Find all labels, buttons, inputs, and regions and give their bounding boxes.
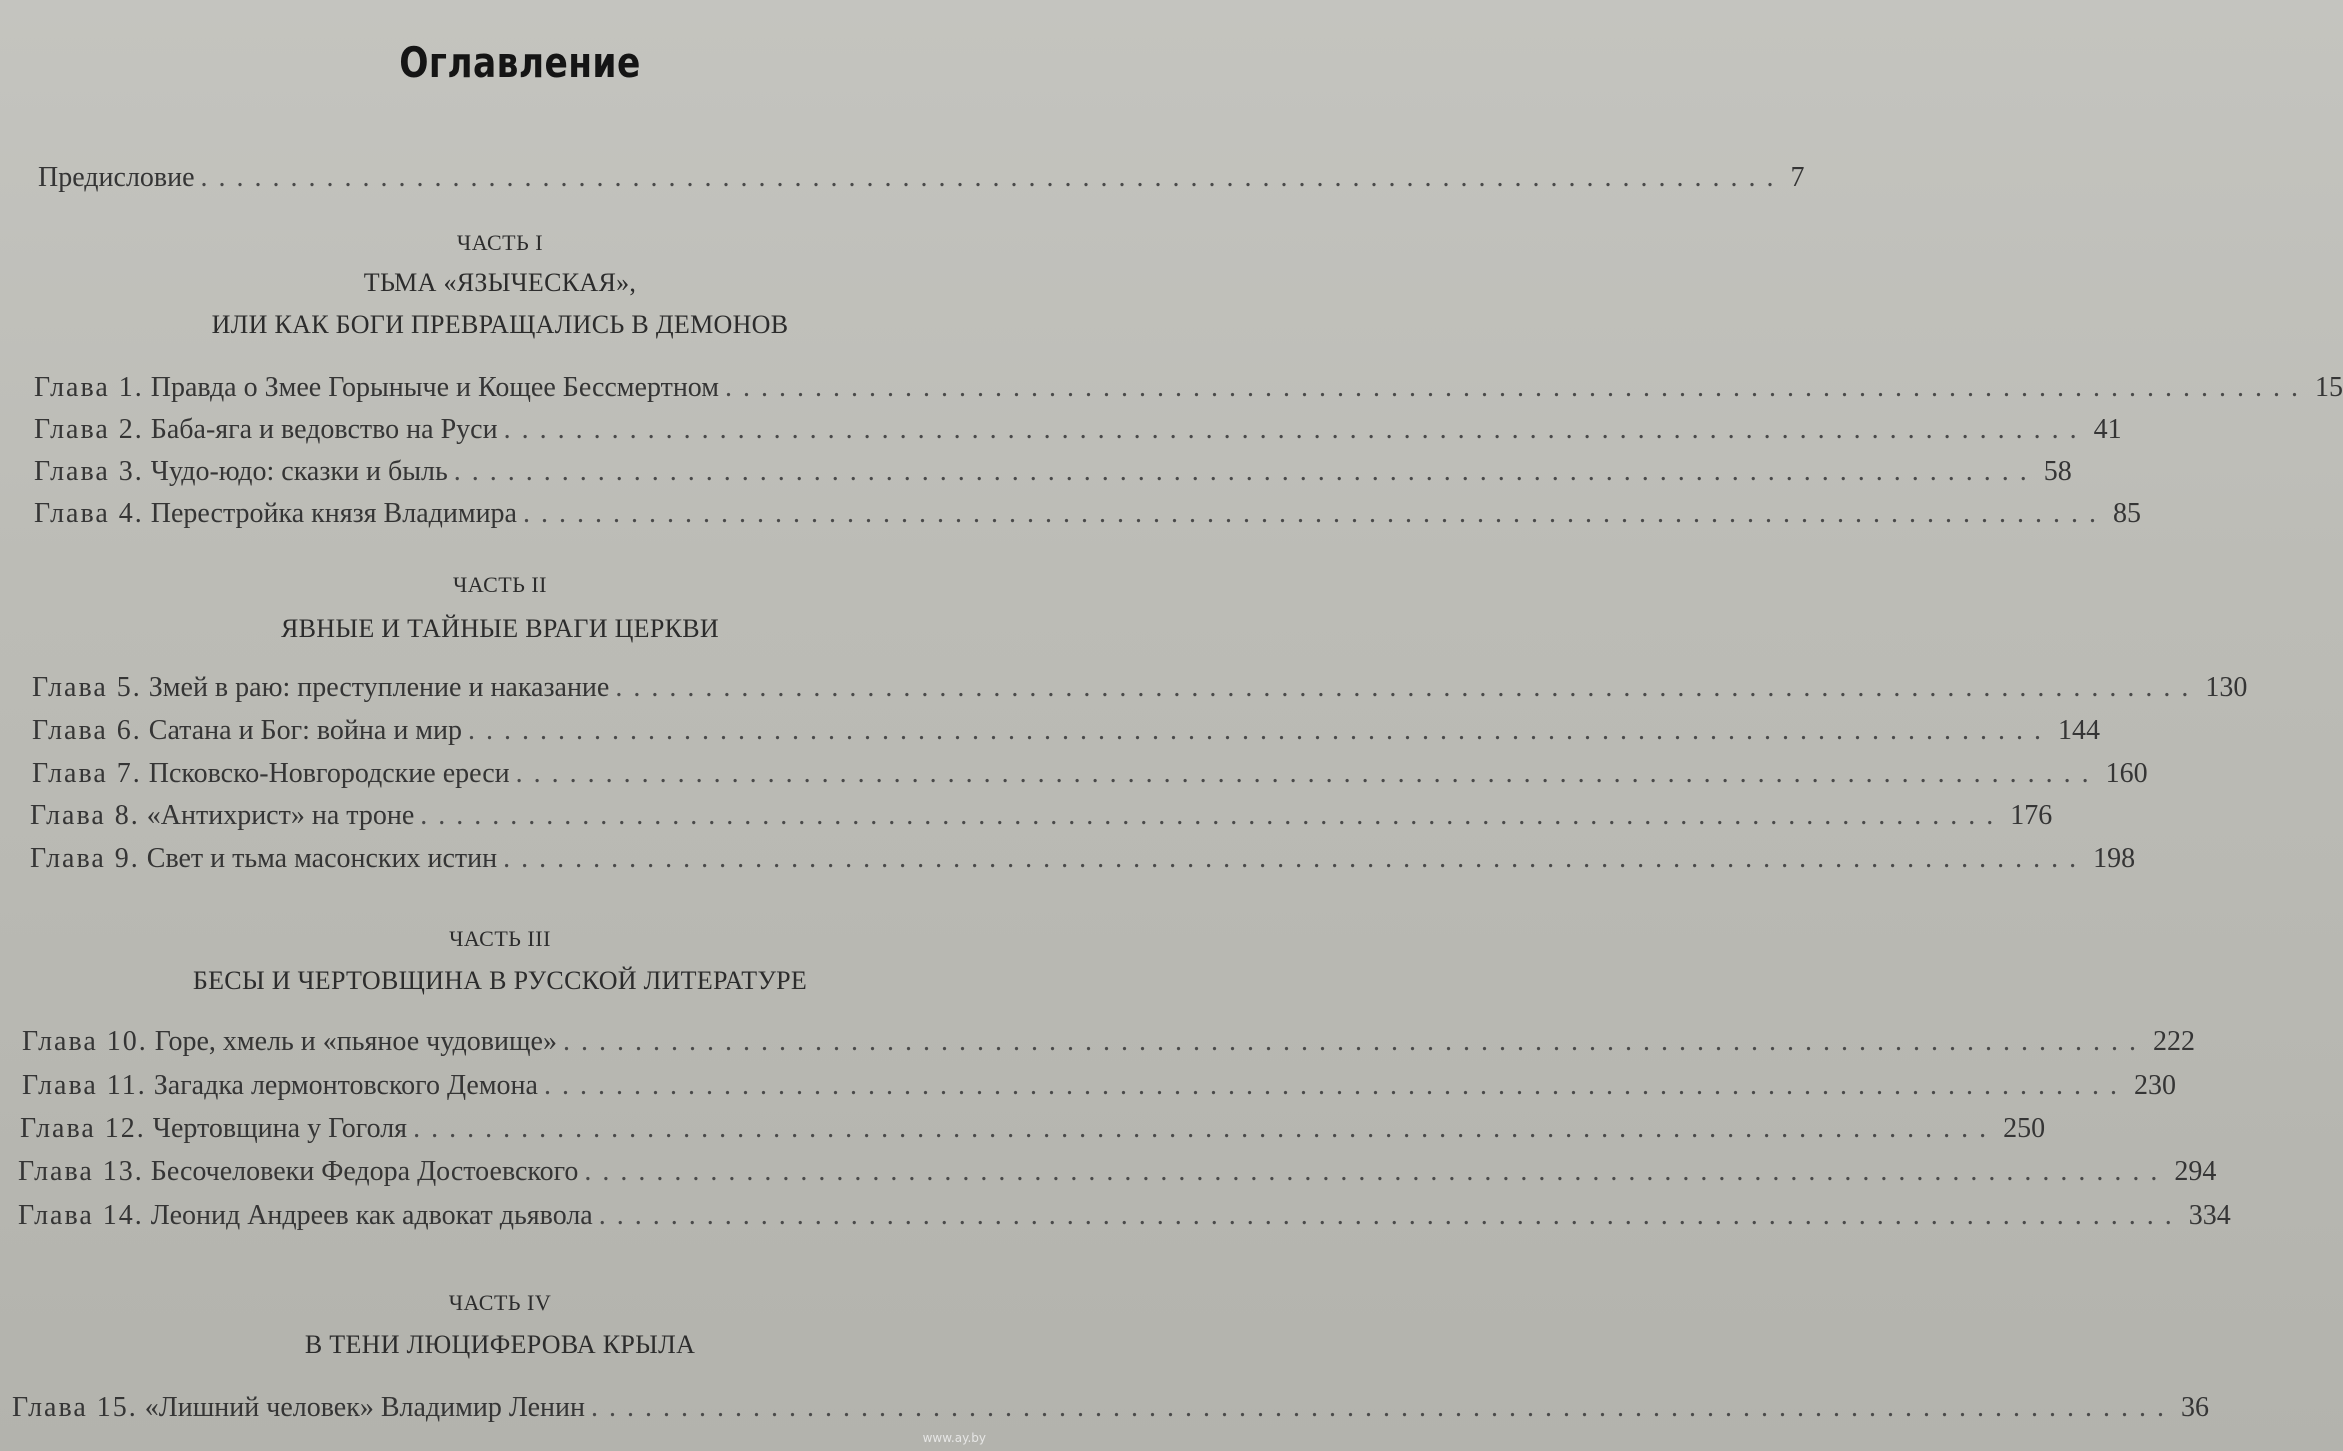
- chapter-entry: [34, 456, 448, 488]
- toc-row-chapter-1: [34, 372, 2343, 406]
- chapter-entry: [18, 1200, 593, 1232]
- dot-leader: ........................................................................................: [200, 162, 1785, 193]
- chapter-entry: [18, 1156, 578, 1188]
- dot-leader: ........................................................................................: [453, 456, 2038, 487]
- chapter-title: Горе, хмель и «пьяное чудовище»: [154, 1026, 557, 1057]
- dot-leader: ........................................................................................: [562, 1026, 2147, 1057]
- page-number: 294: [2174, 1156, 2217, 1187]
- chapter-entry: [20, 1113, 407, 1145]
- toc-row-chapter-12: [20, 1113, 2046, 1147]
- chapter-number: Глава 6.: [32, 715, 142, 746]
- toc-row-chapter-13: [18, 1156, 2217, 1190]
- chapter-number: Глава 1.: [34, 372, 144, 403]
- chapter-number: Глава 9.: [30, 843, 140, 874]
- part-1-label: ЧАСТЬ I: [456, 230, 544, 255]
- toc-row-chapter-15: [12, 1392, 2210, 1426]
- chapter-title: Свет и тьма масонских истин: [146, 843, 498, 874]
- chapter-title: Псковско-Новгородские ереси: [148, 758, 510, 789]
- dot-leader: ........................................................................................: [543, 1070, 2128, 1101]
- chapter-number: Глава 12.: [20, 1113, 146, 1144]
- part-2-label: ЧАСТЬ II: [453, 572, 547, 597]
- toc-row-chapter-7: [32, 758, 2148, 792]
- dot-leader: ........................................................................................: [503, 843, 2088, 874]
- page-number: 130: [2205, 672, 2248, 703]
- page-number: 334: [2188, 1200, 2231, 1231]
- dot-leader: ........................................................................................: [515, 758, 2100, 789]
- page-number: 222: [2152, 1026, 2195, 1057]
- dot-leader: ........................................................................................: [468, 715, 2053, 746]
- dot-leader: ........................................................................................: [584, 1156, 2169, 1187]
- chapter-entry: [30, 800, 414, 832]
- chapter-entry: [22, 1026, 557, 1058]
- chapter-number: Глава 2.: [34, 414, 144, 445]
- chapter-number: Глава 7.: [32, 758, 142, 789]
- page-number: 15: [2314, 372, 2343, 403]
- page-number: 250: [2003, 1113, 2046, 1144]
- page-number: 36: [2181, 1392, 2210, 1423]
- page-number: 160: [2105, 758, 2148, 789]
- part-4-label: ЧАСТЬ IV: [448, 1290, 552, 1315]
- toc-row-chapter-11: [22, 1070, 2176, 1104]
- dot-leader: ........................................................................................: [598, 1200, 2183, 1231]
- chapter-entry: [22, 1070, 538, 1102]
- chapter-title: Правда о Змее Горыныче и Кощее Бессмертном: [150, 372, 719, 403]
- chapter-title: Чудо-юдо: сказки и быль: [150, 456, 448, 487]
- chapter-number: Глава 8.: [30, 800, 140, 831]
- preface-label: Предисловие: [38, 162, 195, 193]
- toc-row-preface: [38, 148, 1805, 193]
- page-number: 58: [2043, 456, 2072, 487]
- toc-row-chapter-2: [34, 414, 2122, 448]
- chapter-title: Бесочеловеки Федора Достоевского: [150, 1156, 579, 1187]
- toc-row-chapter-9: [30, 843, 2136, 877]
- chapter-number: Глава 14.: [18, 1200, 144, 1231]
- toc-row-chapter-4: [34, 498, 2141, 532]
- part-1-title-line-1: ТЬМА «ЯЗЫЧЕСКАЯ»,: [363, 268, 637, 297]
- watermark: www.ay.by: [922, 1431, 986, 1445]
- chapter-number: Глава 13.: [18, 1156, 144, 1187]
- page-number: 230: [2133, 1070, 2176, 1101]
- dot-leader: ........................................................................................: [420, 800, 2005, 831]
- chapter-title: Сатана и Бог: война и мир: [148, 715, 463, 746]
- part-3-title-line-1: БЕСЫ И ЧЕРТОВЩИНА В РУССКОЙ ЛИТЕРАТУРЕ: [192, 966, 808, 995]
- dot-leader: ........................................................................................: [503, 414, 2088, 445]
- chapter-entry: [34, 414, 498, 446]
- chapter-title: Перестройка князя Владимира: [150, 498, 517, 529]
- chapter-title: Загадка лермонтовского Демона: [153, 1070, 538, 1101]
- dot-leader: ........................................................................................: [591, 1392, 2176, 1423]
- chapter-number: Глава 4.: [34, 498, 144, 529]
- toc-row-chapter-8: [30, 800, 2053, 834]
- part-1-title-line-2: ИЛИ КАК БОГИ ПРЕВРАЩАЛИСЬ В ДЕМОНОВ: [211, 310, 789, 339]
- chapter-entry: [30, 843, 497, 875]
- toc-row-chapter-3: [34, 456, 2072, 490]
- toc-row-chapter-5: [32, 672, 2248, 706]
- toc-row-chapter-6: [32, 715, 2101, 749]
- part-2-title-line-1: ЯВНЫЕ И ТАЙНЫЕ ВРАГИ ЦЕРКВИ: [280, 614, 719, 643]
- toc-row-chapter-14: [18, 1200, 2231, 1234]
- toc-row-chapter-10: [22, 1026, 2195, 1060]
- chapter-number: Глава 3.: [34, 456, 144, 487]
- part-3-label: ЧАСТЬ III: [449, 926, 551, 951]
- page-title: Оглавление: [399, 38, 641, 87]
- page-number: 85: [2112, 498, 2141, 529]
- chapter-title: Леонид Андреев как адвокат дьявола: [150, 1200, 593, 1231]
- chapter-title: «Антихрист» на троне: [146, 800, 415, 831]
- chapter-entry: [34, 498, 517, 530]
- chapter-title: «Лишний человек» Владимир Ленин: [144, 1392, 586, 1423]
- page-number: 144: [2058, 715, 2101, 746]
- dot-leader: ........................................................................................: [413, 1113, 1998, 1144]
- chapter-number: Глава 10.: [22, 1026, 148, 1057]
- page-number: 198: [2093, 843, 2136, 874]
- chapter-entry: [32, 758, 510, 790]
- page-number: 41: [2093, 414, 2122, 445]
- part-4-title-line-1: В ТЕНИ ЛЮЦИФЕРОВА КРЫЛА: [304, 1330, 696, 1359]
- chapter-number: Глава 15.: [12, 1392, 138, 1423]
- page-number: 7: [1790, 162, 1805, 193]
- chapter-entry: [32, 672, 609, 704]
- chapter-number: Глава 5.: [32, 672, 142, 703]
- dot-leader: ........................................................................................: [615, 672, 2200, 703]
- page-number: 176: [2010, 800, 2053, 831]
- chapter-entry: [12, 1392, 585, 1424]
- dot-leader: ........................................................................................: [724, 372, 2309, 403]
- chapter-title: Баба-яга и ведовство на Руси: [150, 414, 498, 445]
- chapter-title: Змей в раю: преступление и наказание: [148, 672, 610, 703]
- dot-leader: ........................................................................................: [522, 498, 2107, 529]
- chapter-title: Чертовщина у Гоголя: [152, 1113, 408, 1144]
- chapter-number: Глава 11.: [22, 1070, 147, 1101]
- chapter-entry: [32, 715, 462, 747]
- chapter-entry: [34, 372, 719, 404]
